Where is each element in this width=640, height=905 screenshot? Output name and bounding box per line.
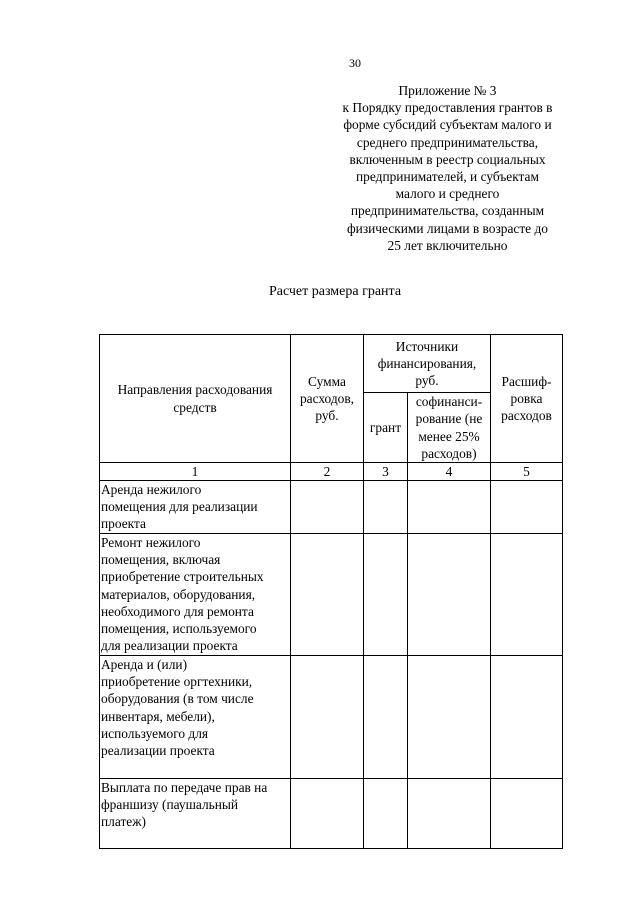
column-number: 2 xyxy=(291,463,364,481)
appendix-line: малого и среднего xyxy=(395,186,500,202)
appendix-line: предпринимательства, созданным xyxy=(350,203,545,219)
row-sum-cell xyxy=(291,656,364,779)
row-breakdown-cell xyxy=(491,534,563,656)
row-grant-cell xyxy=(364,779,408,849)
row-grant-cell xyxy=(364,534,408,656)
column-numbers-row xyxy=(100,463,563,481)
row-sum-cell xyxy=(291,779,364,849)
row-breakdown-cell xyxy=(491,779,563,849)
column-number: 3 xyxy=(364,463,408,481)
appendix-line: форме субсидий субъектам малого и xyxy=(343,117,552,133)
row-direction: Аренда и (или) приобретение оргтехники, оборудования (в том числе инвентаря, мебели), используемого для реализации проекта xyxy=(100,656,291,779)
grant-calculation-table xyxy=(99,334,563,849)
row-cofinancing-cell xyxy=(408,534,491,656)
row-direction: Выплата по передаче прав на франшизу (паушальный платеж) xyxy=(100,779,291,849)
table-row xyxy=(100,779,563,849)
appendix-line: предпринимателей, и субъектам xyxy=(356,169,539,185)
header-grant: грант xyxy=(364,393,408,463)
header-cofinancing: софинанси- рование (не менее 25% расходов) xyxy=(408,393,491,463)
appendix-line: Приложение № 3 xyxy=(398,83,497,98)
header-breakdown: Расшиф- ровка расходов xyxy=(491,335,563,463)
column-number: 1 xyxy=(100,463,291,481)
appendix-line: среднего предпринимательства, xyxy=(356,134,539,150)
row-sum-cell xyxy=(291,534,364,656)
row-cofinancing-cell xyxy=(408,656,491,779)
row-breakdown-cell xyxy=(491,656,563,779)
header-direction: Направления расходования средств xyxy=(100,335,291,463)
row-cofinancing-cell xyxy=(408,779,491,849)
column-number: 5 xyxy=(491,463,563,481)
header-row xyxy=(100,335,563,393)
row-cofinancing-cell xyxy=(408,481,491,534)
row-sum-cell xyxy=(291,481,364,534)
appendix-header xyxy=(320,82,575,254)
appendix-line: включенным в реестр социальных xyxy=(349,151,546,167)
table-row xyxy=(100,534,563,656)
row-breakdown-cell xyxy=(491,481,563,534)
appendix-line: физическими лицами в возрасте до xyxy=(347,220,548,236)
column-number: 4 xyxy=(408,463,491,481)
table-row xyxy=(100,656,563,779)
row-grant-cell xyxy=(364,481,408,534)
appendix-line: 25 лет включительно xyxy=(387,237,508,253)
page-number: 30 xyxy=(349,56,361,70)
row-direction: Ремонт нежилого помещения, включая приобретение строительных материалов, оборудования, необходимого для ремонта помещения, используемого для реализации проекта xyxy=(100,534,291,656)
row-direction: Аренда нежилого помещения для реализации проекта xyxy=(100,481,291,534)
header-sources: Источники финансирования, руб. xyxy=(364,335,491,393)
appendix-line: к Порядку предоставления грантов в xyxy=(342,100,553,116)
header-sum: Сумма расходов, руб. xyxy=(291,335,364,463)
document-title: Расчет размера гранта xyxy=(268,284,402,299)
row-grant-cell xyxy=(364,656,408,779)
table-row xyxy=(100,481,563,534)
